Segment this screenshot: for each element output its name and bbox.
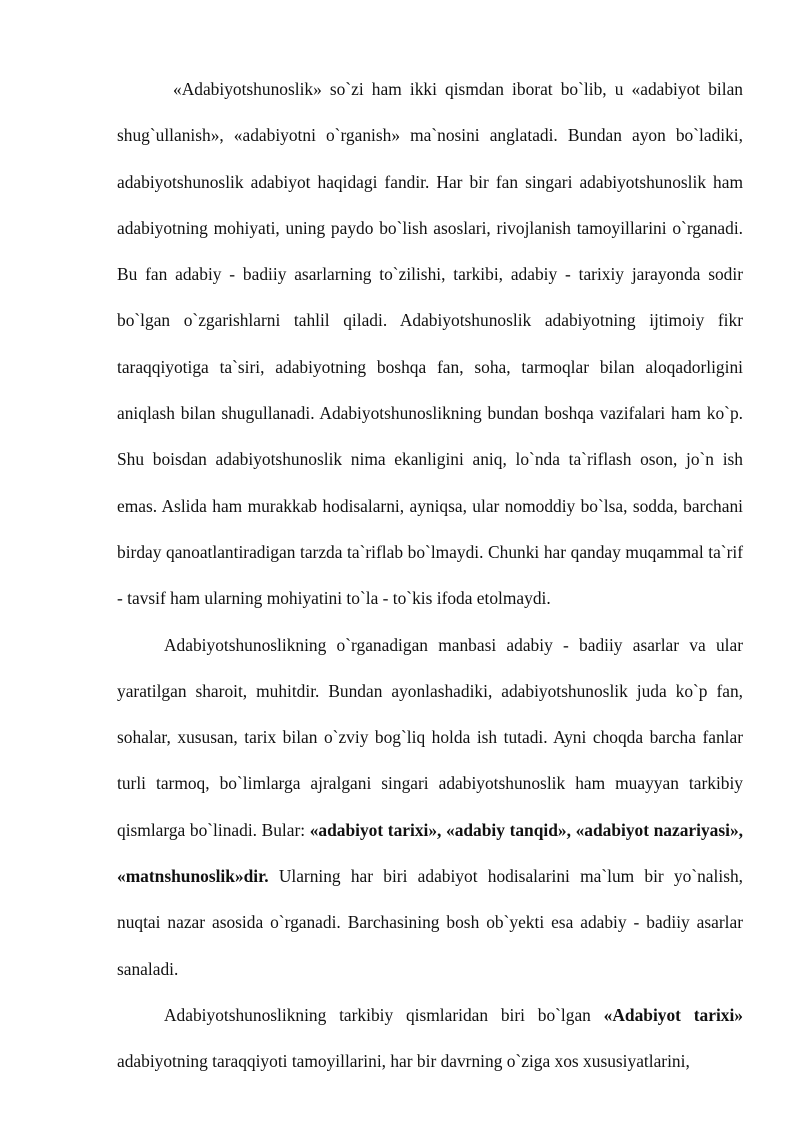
paragraph-2 (117, 622, 743, 992)
paragraph-3-text-b: adabiyotning taraqqiyoti tamoyillarini, har bir davrning o`ziga xos xususiyatlarini, (117, 1051, 690, 1072)
paragraph-2-text-b: Ularning har biri adabiyot hodisalarini ma`lum bir yo`nalish, nuqtai nazar asosida o`rganadi. Barchasining bosh ob`yekti esa adabiy - badiiy asarlar sanaladi. (117, 866, 743, 979)
paragraph-2-text-a: Adabiyotshunoslikning o`rganadigan manbasi adabiy - badiiy asarlar va ular yaratilgan sharoit, muhitdir. Bundan ayonlashadiki, adabiyotshunoslik juda ko`p fan, sohalar, xususan, tarix bilan o`zviy bog`liq holda ish tutadi. Ayni choqda barcha fanlar turli tarmoq, bo`limlarga ajralgani singari adabiyotshunoslik ham muayyan tarkibiy qismlarga bo`linadi. Bular: (117, 634, 743, 840)
paragraph-2-bold-terms: «adabiyot tarixi», «adabiy tanqid», «adabiyot nazariyasi», «matnshunoslik»dir. (117, 819, 743, 887)
paragraph-1 (117, 66, 743, 622)
paragraph-3-bold-term: «Adabiyot tarixi» (603, 1004, 743, 1025)
paragraph-3-text-a: Adabiyotshunoslikning tarkibiy qismlaridan biri bo`lgan (164, 1004, 604, 1025)
paragraph-3 (117, 992, 743, 1085)
document-body (117, 66, 743, 1085)
paragraph-1-text: «Adabiyotshunoslik» so`zi ham ikki qismdan iborat bo`lib, u «adabiyot bilan shug`ullanish», «adabiyotni o`rganish» ma`nosini anglatadi. Bundan ayon bo`ladiki, adabiyotshunoslik adabiyot haqidagi fandir. Har bir fan singari adabiyotshunoslik ham adabiyotning mohiyati, uning paydo bo`lish asoslari, rivojlanish tamoyillarini o`rganadi. Bu fan adabiy - badiiy asarlarning to`zilishi, tarkibi, adabiy - tarixiy jarayonda sodir bo`lgan o`zgarishlarni tahlil qiladi. Adabiyotshunoslik adabiyotning ijtimoiy fikr taraqqiyotiga ta`siri, adabiyotning boshqa fan, soha, tarmoqlar bilan aloqadorligini aniqlash bilan shugullanadi. Adabiyotshunoslikning bundan boshqa vazifalari ham ko`p. Shu boisdan adabiyotshunoslik nima ekanligini aniq, lo`nda ta`riflash oson, jo`n ish emas. Aslida ham murakkab hodisalarni, ayniqsa, ular nomoddiy bo`lsa, sodda, barchani birday qanoatlantiradigan tarzda ta`riflab bo`lmaydi. Chunki har qanday muqammal ta`rif - tavsif ham ularning mohiyatini to`la - to`kis ifoda etolmaydi. (117, 79, 743, 609)
